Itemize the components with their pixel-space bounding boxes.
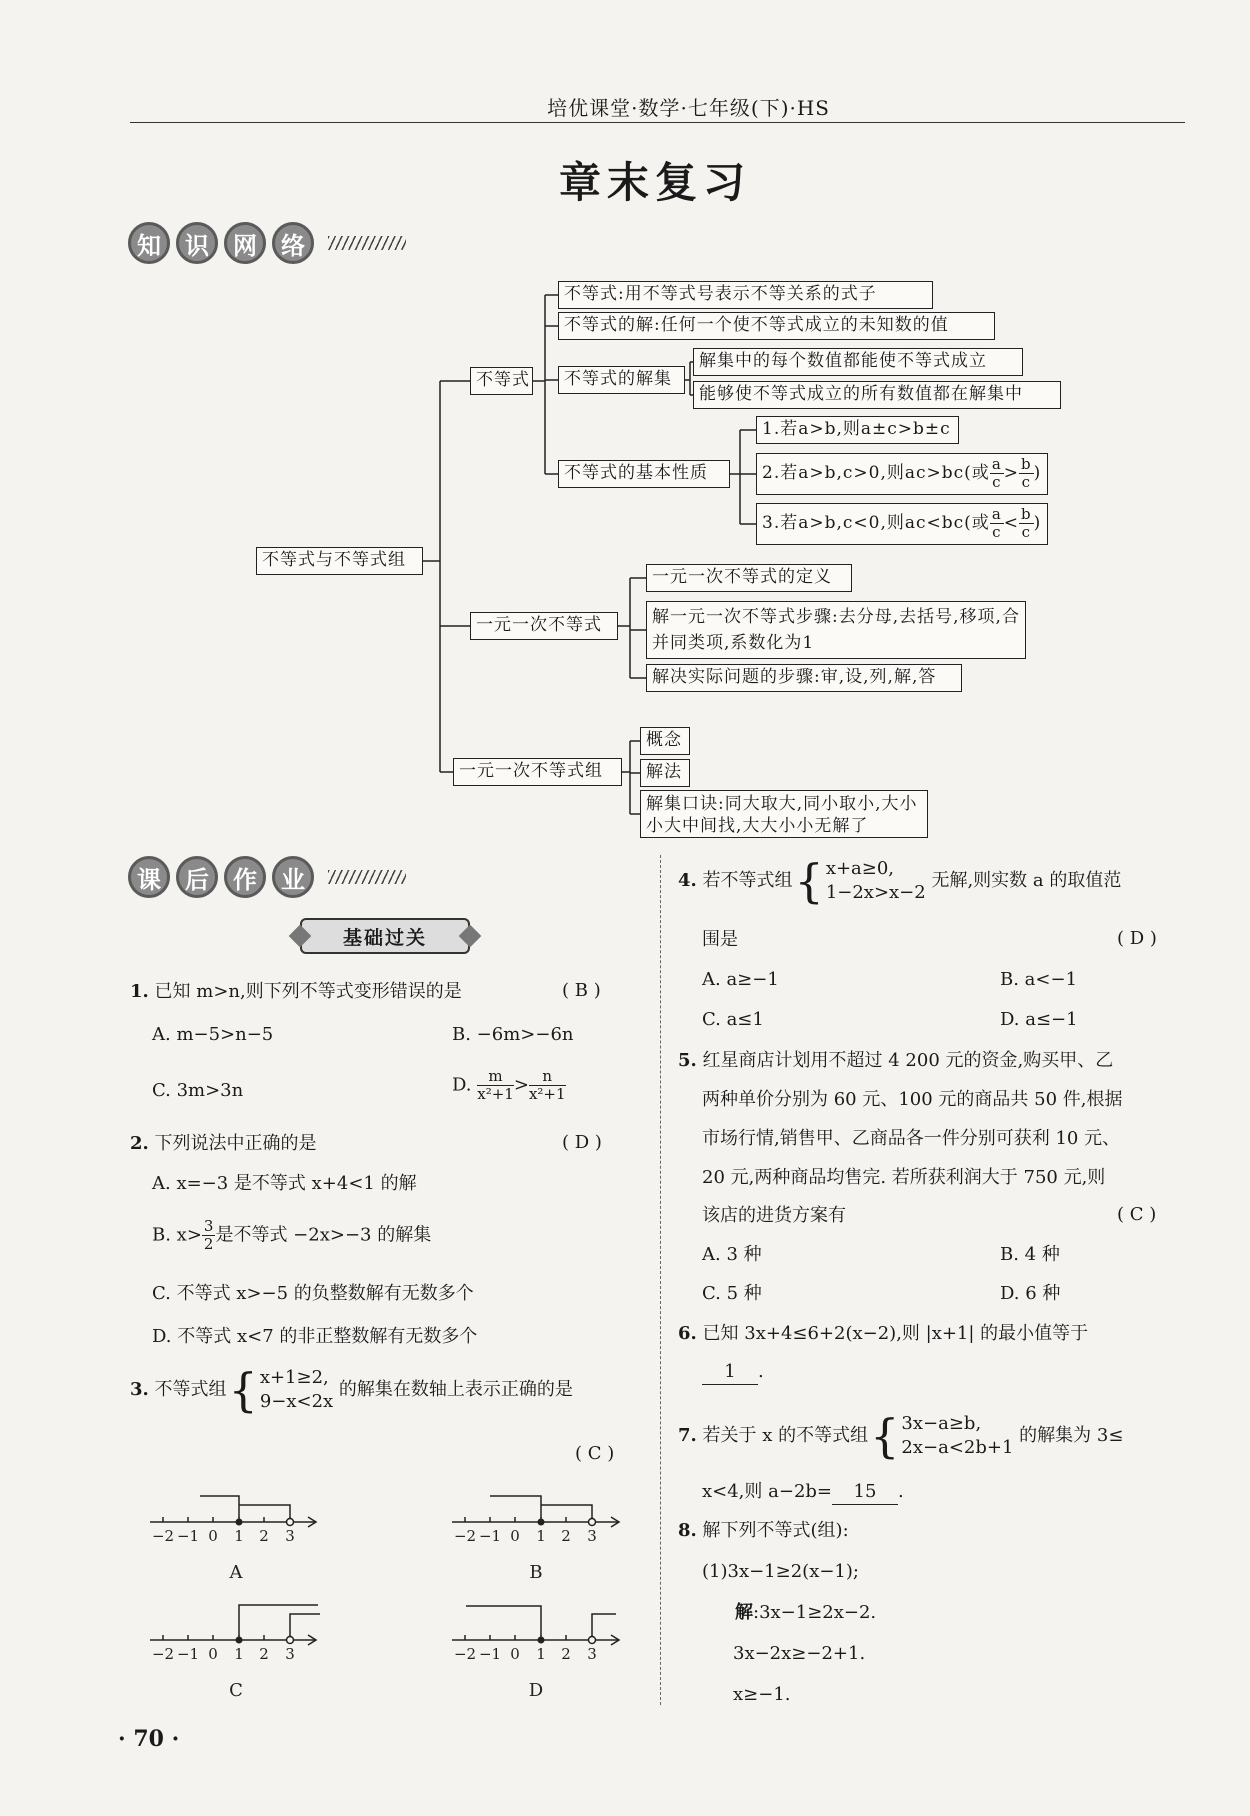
mindmap-solution-set: 不等式的解集: [558, 366, 685, 394]
tick-label: 0: [510, 1645, 520, 1663]
q4-option-b: B. a<−1: [1000, 969, 1078, 990]
fraction: $\frac{b}{c}$: [1021, 505, 1032, 541]
q2-option-b: B. x> $\frac{3}{2}$ 是不等式 −2x>−3 的解集: [152, 1217, 432, 1253]
tick-label: 2: [259, 1645, 269, 1663]
tick-label: 0: [208, 1645, 218, 1663]
tick-label: −1: [478, 1645, 502, 1663]
tick-label: −2: [151, 1645, 175, 1663]
fraction: $\frac{a}{c}$: [991, 505, 1002, 541]
mindmap-root: 不等式与不等式组: [256, 547, 423, 575]
q3-answer: ( C ): [575, 1443, 615, 1464]
mindmap-linear-inequality: 一元一次不等式: [470, 612, 618, 640]
tick-label: 0: [208, 1527, 218, 1545]
q4-stem-cont: 围是: [702, 929, 738, 950]
q2-option-a: A. x=−3 是不等式 x+4<1 的解: [152, 1173, 417, 1194]
mindmap-linear-steps: 解一元一次不等式步骤:去分母,去括号,移项,合并同类项,系数化为1: [646, 601, 1026, 659]
subsection-basic: 基础过关: [300, 918, 470, 954]
tick-label: 3: [285, 1645, 295, 1663]
mindmap-property-3: 3.若a>b,c<0,则ac<bc(或 $\frac{a}{c}$ < $\frac{b}{c}$ ): [756, 503, 1048, 545]
section-char: 络: [272, 222, 314, 264]
q7-blank: 15: [832, 1480, 898, 1505]
q4-answer: ( D ): [1117, 928, 1157, 949]
q5-line-5: 该店的进货方案有: [702, 1205, 846, 1226]
q1-option-c: C. 3m>3n: [152, 1080, 244, 1101]
fraction: $\frac{m}{\text{x²+1}}$: [477, 1067, 514, 1103]
q1-option-d: D. $\frac{m}{\text{x²+1}}$ > $\frac{n}{\text{x²+1}}$: [452, 1067, 566, 1103]
q8-sol-1: 解:3x−1≥2x−2.: [735, 1602, 877, 1623]
mindmap-property-1: 1.若a>b,则a±c>b±c: [756, 416, 959, 444]
mindmap-basic-properties: 不等式的基本性质: [558, 460, 730, 488]
option-label: C: [229, 1680, 243, 1701]
fraction: $\frac{n}{\text{x²+1}}$: [528, 1067, 566, 1103]
tick-label: −2: [453, 1645, 477, 1663]
tick-label: 1: [536, 1645, 546, 1663]
q1-option-a: A. m−5>n−5: [152, 1024, 274, 1045]
mindmap-property-2: 2.若a>b,c>0,则ac>bc(或 $\frac{a}{c}$ > $\frac{b}{c}$ ): [756, 453, 1048, 495]
tick-label: −1: [176, 1527, 200, 1545]
mindmap-solution-set-a: 解集中的每个数值都能使不等式成立: [693, 348, 1023, 376]
section-char: 网: [224, 222, 266, 264]
fraction: $\frac{b}{c}$: [1021, 455, 1032, 491]
tick-label: 2: [561, 1645, 571, 1663]
chapter-title: 章末复习: [558, 158, 751, 207]
tick-label: 2: [259, 1527, 269, 1545]
property-3-text: 3.若a>b,c<0,则ac<bc(或: [762, 513, 990, 533]
q1-option-b: B. −6m>−6n: [452, 1024, 574, 1045]
q8-stem: 8. 解下列不等式(组):: [678, 1520, 849, 1541]
q8-sol-3: x≥−1.: [733, 1684, 791, 1705]
option-label: B: [529, 1562, 543, 1583]
q5-option-a: A. 3 种: [702, 1244, 762, 1265]
q7-cont: x<4,则 a−2b= 15 .: [702, 1480, 904, 1505]
q5-answer: ( C ): [1117, 1204, 1157, 1225]
tick-label: −2: [453, 1527, 477, 1545]
section-char: 识: [176, 222, 218, 264]
mindmap-method: 解法: [640, 759, 690, 787]
section-char: 知: [128, 222, 170, 264]
q7-stem: 7. 若关于 x 的不等式组{ 3x−a≥b, 2x−a<2b+1 的解集为 3≤: [678, 1409, 1124, 1463]
section-char: 后: [176, 856, 218, 898]
tick-label: 0: [510, 1527, 520, 1545]
q2-stem: 2. 下列说法中正确的是: [130, 1133, 317, 1154]
q4-option-c: C. a≤1: [702, 1009, 764, 1030]
tick-label: 1: [234, 1527, 244, 1545]
q5-option-d: D. 6 种: [1000, 1283, 1061, 1304]
mindmap-solution-set-b: 能够使不等式成立的所有数值都在解集中: [693, 381, 1061, 409]
mindmap-linear-system: 一元一次不等式组: [453, 758, 622, 786]
property-2-text: 2.若a>b,c>0,则ac>bc(或: [762, 463, 990, 483]
tick-label: 1: [536, 1527, 546, 1545]
header-text: 培优课堂·数学·七年级(下)·HS: [547, 96, 830, 120]
mindmap-solution-def: 不等式的解:任何一个使不等式成立的未知数的值: [558, 312, 995, 340]
q6-blank-line: 1 .: [702, 1360, 764, 1385]
q4-option-a: A. a≥−1: [702, 969, 779, 990]
fraction: $\frac{a}{c}$: [991, 455, 1002, 491]
q4-stem: 4. 若不等式组{ x+a≥0, 1−2x>x−2 无解,则实数 a 的取值范: [678, 854, 1122, 908]
page-number: · 70 ·: [118, 1726, 180, 1752]
q8-sub1: (1)3x−1≥2(x−1);: [702, 1561, 859, 1582]
section-char: 课: [128, 856, 170, 898]
q1-answer: ( B ): [562, 980, 601, 1001]
mindmap-mnemonic: 解集口诀:同大取大,同小取小,大小小大中间找,大大小小无解了: [640, 790, 928, 838]
tick-label: −1: [176, 1645, 200, 1663]
q4-option-d: D. a≤−1: [1000, 1009, 1078, 1030]
mindmap-practical-steps: 解决实际问题的步骤:审,设,列,解,答: [646, 664, 962, 692]
q5-line-1: 5. 红星商店计划用不超过 4 200 元的资金,购买甲、乙: [678, 1050, 1114, 1071]
section-char: 业: [272, 856, 314, 898]
q1-stem: 1. 已知 m>n,则下列不等式变形错误的是: [130, 981, 462, 1002]
tick-label: 3: [285, 1527, 295, 1545]
q6-stem: 6. 已知 3x+4≤6+2(x−2),则 |x+1| 的最小值等于: [678, 1323, 1089, 1344]
q5-line-3: 市场行情,销售甲、乙商品各一件分别可获利 10 元、: [702, 1128, 1121, 1149]
tick-label: 3: [587, 1645, 597, 1663]
tick-label: 2: [561, 1527, 571, 1545]
tick-label: 1: [234, 1645, 244, 1663]
mindmap-concept: 概念: [640, 727, 690, 755]
q5-line-4: 20 元,两种商品均售完. 若所获利润大于 750 元,则: [702, 1167, 1106, 1188]
mindmap-linear-def: 一元一次不等式的定义: [646, 564, 852, 592]
q8-sol-2: 3x−2x≥−2+1.: [733, 1643, 866, 1664]
q6-blank: 1: [702, 1360, 758, 1385]
option-label: A: [229, 1562, 243, 1583]
q5-option-b: B. 4 种: [1000, 1244, 1060, 1265]
tick-label: −1: [478, 1527, 502, 1545]
q2-option-c: C. 不等式 x>−5 的负整数解有无数多个: [152, 1283, 474, 1304]
section-char: 作: [224, 856, 266, 898]
q3-stem: 3. 不等式组{ x+1≥2, 9−x<2x 的解集在数轴上表示正确的是: [130, 1363, 573, 1417]
q5-line-2: 两种单价分别为 60 元、100 元的商品共 50 件,根据: [702, 1089, 1123, 1110]
q5-option-c: C. 5 种: [702, 1283, 762, 1304]
fraction: $\frac{3}{2}$: [203, 1217, 214, 1253]
mindmap-inequality: 不等式: [470, 367, 533, 395]
option-label: D: [528, 1680, 544, 1701]
tick-label: 3: [587, 1527, 597, 1545]
q2-option-d: D. 不等式 x<7 的非正整数解有无数多个: [152, 1326, 478, 1347]
mindmap-inequality-def: 不等式:用不等式号表示不等关系的式子: [558, 281, 933, 309]
tick-label: −2: [151, 1527, 175, 1545]
q2-answer: ( D ): [562, 1132, 602, 1153]
